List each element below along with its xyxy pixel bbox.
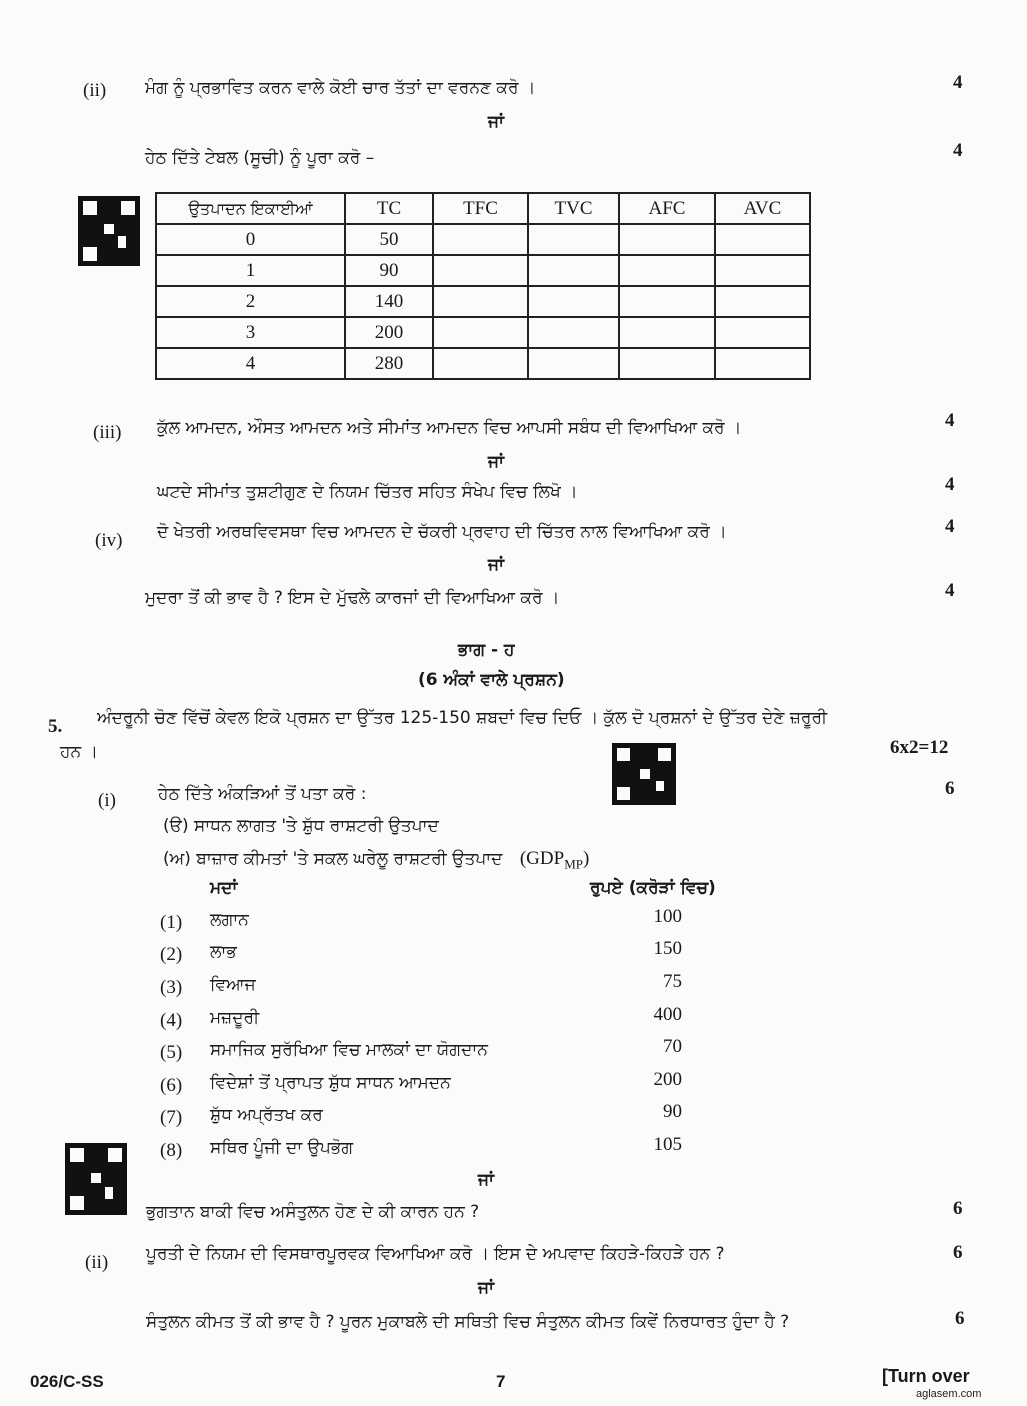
q4-iv-marks: 4 — [945, 516, 955, 537]
list-item-no: (8) — [160, 1140, 183, 1161]
cell-afc — [619, 286, 715, 317]
list-item-name: ਸਮਾਜਿਕ ਸੁਰੱਖਿਆ ਵਿਚ ਮਾਲਕਾਂ ਦਾ ਯੋਗਦਾਨ — [210, 1040, 488, 1060]
q5-ii-label: (ii) — [85, 1252, 109, 1273]
cell-tc: 90 — [345, 255, 433, 286]
q4-iii-or: ਜਾਂ — [488, 452, 504, 472]
q5-ii-text: ਪੂਰਤੀ ਦੇ ਨਿਯਮ ਦੀ ਵਿਸਥਾਰਪੂਰਵਕ ਵਿਆਖਿਆ ਕਰੋ । ਇਸ ਦੇ ਅਪਵਾਦ ਕਿਹੜੇ-ਕਿਹੜੇ ਹਨ ? — [146, 1244, 725, 1264]
cell-afc — [619, 348, 715, 379]
table-row — [156, 224, 810, 255]
cell-units: 2 — [156, 286, 345, 317]
cell-units: 0 — [156, 224, 345, 255]
qr-code-icon — [612, 743, 676, 805]
header-output-units: ਉਤਪਾਦਨ ਇਕਾਈਆਂ — [156, 193, 345, 224]
table-header-row — [156, 193, 810, 224]
paper-code: 026/C-SS — [30, 1372, 104, 1391]
cell-tc: 140 — [345, 286, 433, 317]
cost-table — [155, 192, 811, 380]
list-item-value: 400 — [653, 1004, 682, 1025]
cell-afc — [619, 224, 715, 255]
cell-avc — [715, 348, 810, 379]
q4-iv-text: ਦੋ ਖੇਤਰੀ ਅਰਥਵਿਵਸਥਾ ਵਿਚ ਆਮਦਨ ਦੇ ਚੱਕਰੀ ਪ੍ਰਵਾਹ ਦੀ ਚਿੱਤਰ ਨਾਲ ਵਿਆਖਿਆ ਕਰੋ । — [157, 522, 727, 542]
q4-ii-marks: 4 — [953, 72, 963, 93]
q4-ii-alt-marks: 4 — [953, 140, 963, 161]
section-subtitle: (6 ਅੰਕਾਂ ਵਾਲੇ ਪ੍ਰਸ਼ਨ) — [418, 670, 565, 690]
q4-iv-or: ਜਾਂ — [488, 555, 504, 575]
q4-ii-alt-text: ਹੇਠ ਦਿੱਤੇ ਟੇਬਲ (ਸੂਚੀ) ਨੂੰ ਪੂਰਾ ਕਰੋ – — [145, 148, 375, 168]
list-item-name: ਮਜ਼ਦੂਰੀ — [210, 1008, 260, 1028]
q4-ii-label: (ii) — [83, 80, 107, 101]
q5-ii-marks: 6 — [953, 1242, 963, 1263]
table-row — [156, 348, 810, 379]
cell-units: 3 — [156, 317, 345, 348]
q5-i-alt-marks: 6 — [953, 1198, 963, 1219]
q4-iii-text: ਕੁੱਲ ਆਮਦਨ, ਔਸਤ ਆਮਦਨ ਅਤੇ ਸੀਮਾਂਤ ਆਮਦਨ ਵਿਚ ਆਪਸੀ ਸਬੰਧ ਦੀ ਵਿਆਖਿਆ ਕਰੋ । — [157, 418, 742, 438]
list-item-no: (5) — [160, 1042, 183, 1063]
cell-tvc — [528, 317, 619, 348]
cell-tvc — [528, 348, 619, 379]
q5-i-marks: 6 — [945, 778, 955, 799]
list-item-name: ਵਿਦੇਸ਼ਾਂ ਤੋਂ ਪ੍ਰਾਪਤ ਸ਼ੁੱਧ ਸਾਧਨ ਆਮਦਨ — [210, 1073, 451, 1093]
q4-iii-label: (iii) — [93, 422, 122, 443]
q4-iii-alt-marks: 4 — [945, 474, 955, 495]
header-afc: AFC — [619, 193, 715, 224]
cell-tvc — [528, 224, 619, 255]
cell-units: 1 — [156, 255, 345, 286]
q5-number: 5. — [48, 716, 63, 737]
cell-avc — [715, 255, 810, 286]
list-item-name: ਲਗਾਨ — [210, 910, 249, 930]
watermark: aglasem.com — [916, 1388, 982, 1400]
q4-ii-or: ਜਾਂ — [488, 112, 504, 132]
list-item-value: 75 — [663, 971, 682, 992]
header-tvc: TVC — [528, 193, 619, 224]
cell-tfc — [433, 255, 528, 286]
page-number: 7 — [496, 1372, 506, 1391]
q5-i-or: ਜਾਂ — [478, 1170, 494, 1190]
qr-code-icon — [78, 196, 140, 266]
cell-tc: 280 — [345, 348, 433, 379]
q5-i-sub-b-sub: MP — [564, 856, 583, 872]
list-item-no: (4) — [160, 1010, 183, 1031]
list-item-no: (3) — [160, 977, 183, 998]
cell-afc — [619, 255, 715, 286]
list-item-name: ਲਾਭ — [210, 942, 237, 962]
items-header: ਮਦਾਂ — [210, 878, 238, 898]
table-row — [156, 255, 810, 286]
cell-tfc — [433, 317, 528, 348]
cell-tc: 50 — [345, 224, 433, 255]
cell-tfc — [433, 286, 528, 317]
list-item-name: ਸ਼ੁੱਧ ਅਪ੍ਰੱਤਖ ਕਰ — [210, 1105, 323, 1125]
list-item-value: 200 — [653, 1069, 682, 1090]
q5-i-sub-b-code: (GDP — [519, 848, 565, 869]
list-item-value: 105 — [653, 1134, 682, 1155]
q4-iv-alt-marks: 4 — [945, 580, 955, 601]
turn-over-label: [Turn over — [882, 1366, 970, 1386]
q4-iv-alt-text: ਮੁਦਰਾ ਤੋਂ ਕੀ ਭਾਵ ਹੈ ? ਇਸ ਦੇ ਮੁੱਢਲੇ ਕਾਰਜਾਂ ਦੀ ਵਿਆਖਿਆ ਕਰੋ । — [145, 588, 560, 608]
list-item-no: (7) — [160, 1107, 183, 1128]
q5-i-sub-b-close: ) — [582, 848, 590, 869]
section-title: ਭਾਗ - ਹ — [458, 640, 515, 660]
q4-iv-label: (iv) — [95, 530, 123, 551]
cell-avc — [715, 224, 810, 255]
header-avc: AVC — [715, 193, 810, 224]
q5-instruction-line2: ਹਨ । — [60, 742, 98, 762]
q5-i-sub-b — [163, 848, 589, 872]
list-item-no: (2) — [160, 944, 183, 965]
q5-i-label: (i) — [98, 790, 116, 811]
list-item-value: 90 — [663, 1101, 682, 1122]
value-header: ਰੁਪਏ (ਕਰੋੜਾਂ ਵਿਚ) — [590, 878, 716, 898]
table-row — [156, 317, 810, 348]
q4-iii-marks: 4 — [945, 410, 955, 431]
table-row — [156, 286, 810, 317]
list-item-name: ਵਿਆਜ — [210, 975, 256, 995]
q5-ii-or: ਜਾਂ — [478, 1278, 494, 1298]
q5-i-sub-a: (ੳ) ਸਾਧਨ ਲਾਗਤ 'ਤੇ ਸ਼ੁੱਧ ਰਾਸ਼ਟਰੀ ਉਤਪਾਦ — [163, 816, 439, 836]
header-tc: TC — [345, 193, 433, 224]
q4-ii-text: ਮੰਗ ਨੂੰ ਪ੍ਰਭਾਵਿਤ ਕਰਨ ਵਾਲੇ ਕੋਈ ਚਾਰ ਤੱਤਾਂ ਦਾ ਵਰਨਣ ਕਰੋ । — [145, 78, 536, 98]
cell-tfc — [433, 348, 528, 379]
q4-iii-alt-text: ਘਟਦੇ ਸੀਮਾਂਤ ਤੁਸ਼ਟੀਗੁਣ ਦੇ ਨਿਯਮ ਚਿੱਤਰ ਸਹਿਤ ਸੰਖੇਪ ਵਿਚ ਲਿਖੋ । — [157, 482, 578, 502]
q5-total-marks: 6x2=12 — [890, 737, 949, 758]
cell-tvc — [528, 255, 619, 286]
q5-instruction-line1: ਅੰਦਰੂਨੀ ਚੋਣ ਵਿੱਚੋਂ ਕੇਵਲ ਇਕੋ ਪ੍ਰਸ਼ਨ ਦਾ ਉੱਤਰ 125-150 ਸ਼ਬਦਾਂ ਵਿਚ ਦਿਓ । ਕੁੱਲ ਦੋ ਪ੍ਰਸ਼ਨਾਂ ਦੇ ਉੱਤਰ ਦੇਣੇ ਜ਼ਰੂਰੀ — [97, 708, 828, 728]
q5-i-alt-text: ਭੁਗਤਾਨ ਬਾਕੀ ਵਿਚ ਅਸੰਤੁਲਨ ਹੋਣ ਦੇ ਕੀ ਕਾਰਨ ਹਨ ? — [146, 1202, 480, 1222]
q5-ii-alt-text: ਸੰਤੁਲਨ ਕੀਮਤ ਤੋਂ ਕੀ ਭਾਵ ਹੈ ? ਪੂਰਨ ਮੁਕਾਬਲੇ ਦੀ ਸਥਿਤੀ ਵਿਚ ਸੰਤੁਲਨ ਕੀਮਤ ਕਿਵੇਂ ਨਿਰਧਾਰਤ ਹੁੰਦਾ ਹੈ ? — [146, 1312, 790, 1332]
cell-tc: 200 — [345, 317, 433, 348]
list-item-value: 150 — [653, 938, 682, 959]
list-item-no: (6) — [160, 1075, 183, 1096]
list-item-no: (1) — [160, 912, 183, 933]
qr-code-icon — [65, 1143, 127, 1215]
cell-units: 4 — [156, 348, 345, 379]
q5-i-sub-b-text: (ਅ) ਬਾਜ਼ਾਰ ਕੀਮਤਾਂ 'ਤੇ ਸਕਲ ਘਰੇਲੂ ਰਾਸ਼ਟਰੀ ਉਤਪਾਦ — [163, 849, 503, 869]
header-tfc: TFC — [433, 193, 528, 224]
cell-tfc — [433, 224, 528, 255]
cell-afc — [619, 317, 715, 348]
cell-avc — [715, 286, 810, 317]
list-item-value: 70 — [663, 1036, 682, 1057]
q5-ii-alt-marks: 6 — [955, 1308, 965, 1329]
cell-tvc — [528, 286, 619, 317]
q5-i-text: ਹੇਠ ਦਿੱਤੇ ਅੰਕੜਿਆਂ ਤੋਂ ਪਤਾ ਕਰੋ : — [158, 784, 367, 804]
cell-avc — [715, 317, 810, 348]
list-item-value: 100 — [653, 906, 682, 927]
list-item-name: ਸਥਿਰ ਪੂੰਜੀ ਦਾ ਉਪਭੋਗ — [210, 1138, 354, 1158]
